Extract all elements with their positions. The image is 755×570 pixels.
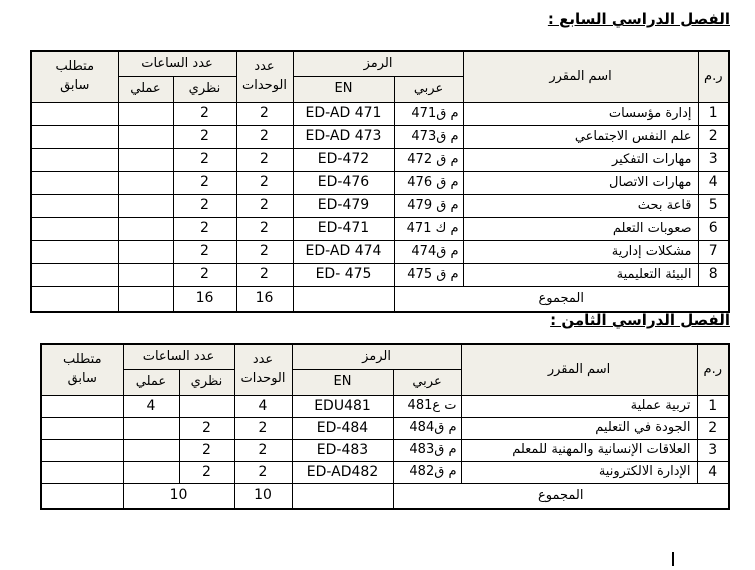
serial-cell: 3 (697, 439, 729, 461)
units-cell: 2 (236, 217, 293, 240)
theory-hours-cell (179, 395, 234, 417)
practical-hours-cell (118, 217, 173, 240)
theory-hours-cell: 2 (179, 417, 234, 439)
prerequisite-cell (31, 217, 118, 240)
practical-hours-cell (123, 439, 179, 461)
total-hours-cell: 10 (123, 483, 234, 509)
prerequisite-cell (41, 439, 123, 461)
code-en-cell: ED- 475 (293, 263, 394, 286)
table-header-row (31, 51, 729, 76)
theory-hours-cell: 2 (179, 461, 234, 483)
code-arabic-cell: ت ع481 (393, 395, 461, 417)
theory-hours-cell: 2 (173, 263, 236, 286)
course-row (41, 417, 729, 439)
total-units-cell: 10 (234, 483, 292, 509)
prerequisite-cell (31, 263, 118, 286)
course-row (31, 263, 729, 286)
header-practical: عملي (118, 76, 173, 102)
prerequisite-cell (31, 240, 118, 263)
code-en-cell: ED-479 (293, 194, 394, 217)
header-hours-group: عدد الساعات (123, 344, 234, 369)
code-arabic-cell: م ك 471 (394, 217, 463, 240)
text-cursor (672, 552, 674, 566)
course-row (41, 395, 729, 417)
units-cell: 2 (236, 125, 293, 148)
total-code-en-cell (292, 483, 393, 509)
theory-hours-cell: 2 (173, 217, 236, 240)
header-code-en: EN (293, 76, 394, 102)
header-units: عدد الوحدات (236, 51, 293, 102)
prerequisite-cell (41, 395, 123, 417)
code-arabic-cell: م ق 472 (394, 148, 463, 171)
theory-hours-cell: 2 (173, 125, 236, 148)
total-prerequisite-cell (31, 286, 118, 312)
total-theory-cell: 16 (173, 286, 236, 312)
code-arabic-cell: م ق483 (393, 439, 461, 461)
course-name-cell: قاعة بحث (463, 194, 698, 217)
serial-cell: 6 (698, 217, 729, 240)
header-code-arabic: عربي (394, 76, 463, 102)
practical-hours-cell (118, 194, 173, 217)
practical-hours-cell (118, 171, 173, 194)
course-row (31, 148, 729, 171)
code-en-cell: ED-AD 473 (293, 125, 394, 148)
total-prerequisite-cell (41, 483, 123, 509)
course-name-cell: مهارات التفكير (463, 148, 698, 171)
course-name-cell: تربية عملية (461, 395, 697, 417)
course-row (41, 461, 729, 483)
serial-cell: 1 (698, 102, 729, 125)
serial-cell: 5 (698, 194, 729, 217)
units-cell: 2 (236, 102, 293, 125)
practical-hours-cell (118, 102, 173, 125)
code-en-cell: ED-472 (293, 148, 394, 171)
practical-hours-cell (123, 461, 179, 483)
practical-hours-cell: 4 (123, 395, 179, 417)
units-cell: 2 (236, 240, 293, 263)
header-code-arabic: عربي (393, 369, 461, 395)
code-en-cell: ED-AD 471 (293, 102, 394, 125)
units-cell: 2 (236, 171, 293, 194)
code-en-cell: ED-476 (293, 171, 394, 194)
units-cell: 2 (234, 439, 292, 461)
theory-hours-cell: 2 (173, 148, 236, 171)
theory-hours-cell: 2 (173, 194, 236, 217)
code-en-cell: ED-483 (292, 439, 393, 461)
course-row (31, 125, 729, 148)
units-cell: 2 (236, 194, 293, 217)
units-cell: 2 (234, 461, 292, 483)
code-arabic-cell: م ق473 (394, 125, 463, 148)
practical-hours-cell (118, 125, 173, 148)
serial-cell: 1 (697, 395, 729, 417)
theory-hours-cell: 2 (173, 240, 236, 263)
course-name-cell: صعوبات التعلم (463, 217, 698, 240)
course-name-cell: البيئة التعليمية (463, 263, 698, 286)
prerequisite-cell (31, 102, 118, 125)
code-en-cell: ED-471 (293, 217, 394, 240)
header-prerequisite (41, 344, 123, 395)
header-practical: عملي (123, 369, 179, 395)
header-prerequisite (31, 51, 118, 102)
semester7-title: الفصل الدراسي السابع : (547, 10, 730, 28)
code-arabic-cell: م ق484 (393, 417, 461, 439)
units-cell: 4 (234, 395, 292, 417)
practical-hours-cell (118, 263, 173, 286)
code-en-cell: ED-AD482 (292, 461, 393, 483)
header-prerequisite-label: متطلب سابق (55, 58, 95, 93)
course-name-cell: العلاقات الإنسانية والمهنية للمعلم (461, 439, 697, 461)
code-en-cell: EDU481 (292, 395, 393, 417)
course-name-cell: علم النفس الاجتماعي (463, 125, 698, 148)
header-code-en: EN (292, 369, 393, 395)
semester8-title: الفصل الدراسي الثامن : (550, 311, 730, 329)
theory-hours-cell: 2 (173, 102, 236, 125)
units-cell: 2 (236, 263, 293, 286)
table-header-row (41, 344, 729, 369)
code-arabic-cell: م ق474 (394, 240, 463, 263)
theory-hours-cell: 2 (179, 439, 234, 461)
course-row (31, 171, 729, 194)
code-arabic-cell: م ق 476 (394, 171, 463, 194)
serial-cell: 7 (698, 240, 729, 263)
header-serial: ر.م (698, 51, 729, 102)
total-row (31, 286, 729, 312)
practical-hours-cell (123, 417, 179, 439)
total-practical-cell (118, 286, 173, 312)
code-arabic-cell: م ق 475 (394, 263, 463, 286)
header-units: عدد الوحدات (234, 344, 292, 395)
prerequisite-cell (31, 148, 118, 171)
semester7-table (30, 50, 730, 313)
prerequisite-cell (41, 417, 123, 439)
serial-cell: 2 (698, 125, 729, 148)
header-theory: نظري (179, 369, 234, 395)
code-arabic-cell: م ق471 (394, 102, 463, 125)
total-code-en-cell (293, 286, 394, 312)
header-serial: ر.م (697, 344, 729, 395)
course-name-cell: الإدارة الالكترونية (461, 461, 697, 483)
total-units-cell: 16 (236, 286, 293, 312)
header-prerequisite-label: متطلب سابق (62, 351, 102, 386)
course-name-cell: الجودة في التعليم (461, 417, 697, 439)
code-en-cell: ED-484 (292, 417, 393, 439)
header-code-group: الرمز (292, 344, 461, 369)
serial-cell: 2 (697, 417, 729, 439)
semester8-table (40, 343, 730, 510)
prerequisite-cell (31, 171, 118, 194)
header-theory: نظري (173, 76, 236, 102)
code-arabic-cell: م ق482 (393, 461, 461, 483)
header-course-name: اسم المقرر (461, 344, 697, 395)
course-row (31, 102, 729, 125)
course-name-cell: مهارات الاتصال (463, 171, 698, 194)
code-arabic-cell: م ق 479 (394, 194, 463, 217)
course-row (31, 240, 729, 263)
serial-cell: 3 (698, 148, 729, 171)
course-name-cell: مشكلات إدارية (463, 240, 698, 263)
course-name-cell: إدارة مؤسسات (463, 102, 698, 125)
practical-hours-cell (118, 148, 173, 171)
prerequisite-cell (31, 125, 118, 148)
header-course-name: اسم المقرر (463, 51, 698, 102)
course-row (31, 194, 729, 217)
prerequisite-cell (41, 461, 123, 483)
theory-hours-cell: 2 (173, 171, 236, 194)
prerequisite-cell (31, 194, 118, 217)
total-label-cell: المجموع (394, 286, 729, 312)
course-row (31, 217, 729, 240)
practical-hours-cell (118, 240, 173, 263)
serial-cell: 4 (698, 171, 729, 194)
total-row (41, 483, 729, 509)
serial-cell: 4 (697, 461, 729, 483)
course-row (41, 439, 729, 461)
header-code-group: الرمز (293, 51, 463, 76)
units-cell: 2 (234, 417, 292, 439)
code-en-cell: ED-AD 474 (293, 240, 394, 263)
total-label-cell: المجموع (393, 483, 729, 509)
header-hours-group: عدد الساعات (118, 51, 236, 76)
units-cell: 2 (236, 148, 293, 171)
serial-cell: 8 (698, 263, 729, 286)
